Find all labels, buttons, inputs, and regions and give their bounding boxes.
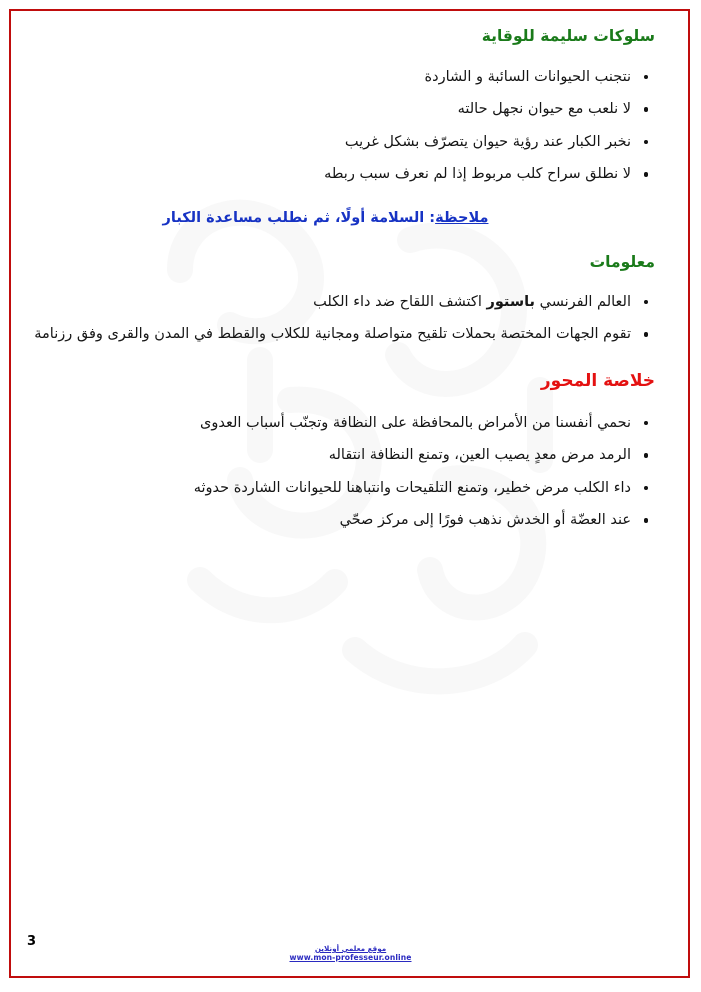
note-label: ملاحظة — [435, 209, 489, 226]
list-item: الرمد مرض معدٍ يصيب العين، وتمنع النظافة انتقاله — [30, 444, 655, 467]
footer-credit-arabic[interactable]: موقع معلمي أونلاين — [314, 944, 387, 953]
page-number: 3 — [27, 934, 37, 949]
list-item: نخبر الكبار عند رؤية حيوان يتصرّف بشكل غريب — [30, 131, 655, 154]
section-heading-information: معلومات — [589, 253, 655, 272]
section-heading-prevention: سلوكات سليمة للوقاية — [481, 27, 655, 45]
document-content — [30, 26, 655, 533]
list-item: تقوم الجهات المختصة بحملات تلقيح متواصلة ومجانية للكلاب والقطط في المدن والقرى وفق رزنامة — [30, 323, 655, 346]
list-item: داء الكلب مرض خطير، وتمنع التلقيحات وانتباهنا للحيوانات الشاردة حدوثه — [30, 477, 655, 500]
list-item: نحمي أنفسنا من الأمراض بالمحافظة على النظافة وتجنّب أسباب العدوى — [30, 412, 655, 435]
list-item — [30, 291, 655, 314]
list-item: لا نلعب مع حيوان نجهل حالته — [30, 98, 655, 121]
footer-credit-url[interactable]: www.mon-professeur.online — [289, 953, 412, 962]
info-text-prefix: العالم الفرنسي — [535, 293, 631, 310]
footer-credit — [0, 944, 701, 962]
note-separator: : — [424, 209, 436, 226]
list-item: نتجنب الحيوانات السائبة و الشاردة — [30, 66, 655, 89]
list-item: لا نطلق سراح كلب مربوط إذا لم نعرف سبب ربطه — [30, 163, 655, 186]
prevention-list — [30, 66, 655, 187]
info-text-bold: باستور — [486, 293, 535, 310]
list-item: عند العضّة أو الخدش نذهب فورًا إلى مركز صحّي — [30, 509, 655, 532]
summary-list — [30, 412, 655, 533]
information-list — [30, 291, 655, 347]
note-line — [30, 207, 655, 230]
info-text-suffix: اكتشف اللقاح ضد داء الكلب — [313, 293, 487, 310]
note-text: السلامة أولًا، ثم نطلب مساعدة الكبار — [162, 209, 425, 226]
section-heading-summary: خلاصة المحور — [540, 370, 655, 391]
